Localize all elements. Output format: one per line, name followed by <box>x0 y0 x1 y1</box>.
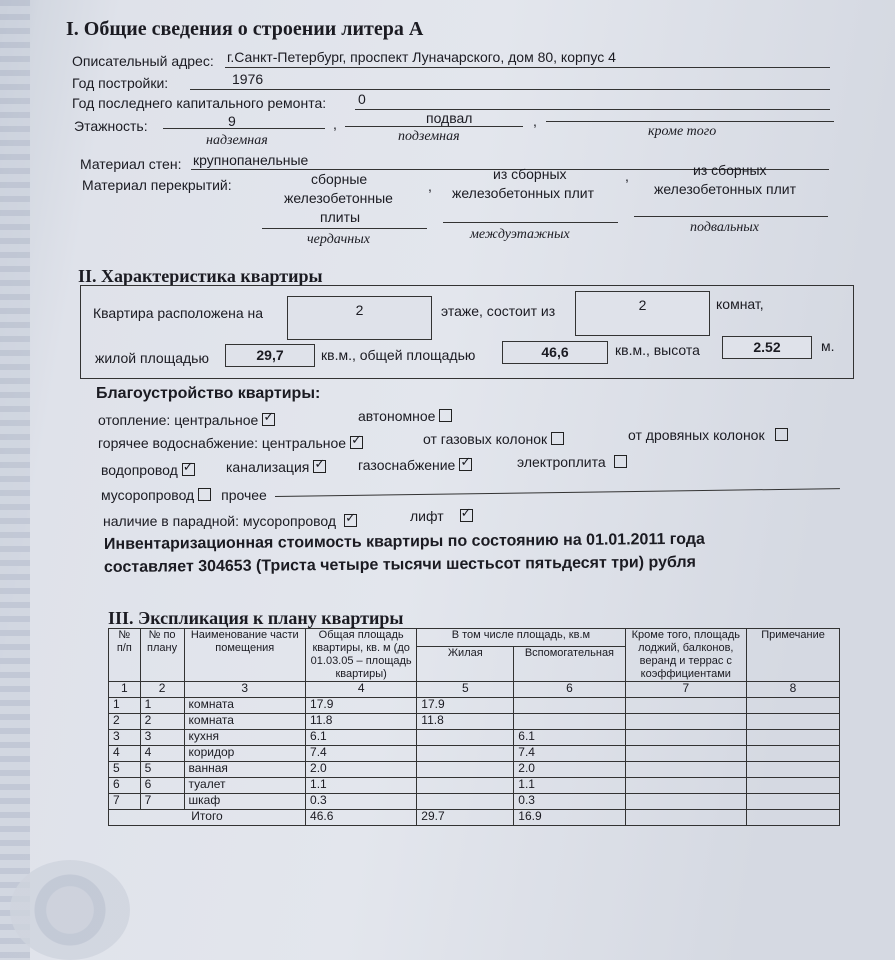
total-value: 46,6 <box>502 341 608 364</box>
security-border <box>0 0 30 960</box>
table-row <box>109 794 840 810</box>
cell-aux: 7.4 <box>514 746 625 762</box>
cell-extra <box>625 698 746 714</box>
repair-value: 0 <box>358 91 366 107</box>
cell-name: коридор <box>184 746 305 762</box>
comma-2: , <box>533 113 537 129</box>
cell-extra <box>625 762 746 778</box>
cell-total: 7.4 <box>306 746 417 762</box>
header-including: В том числе площадь, кв.м <box>417 629 625 647</box>
inventory-line1: Инвентаризационная стоимость квартиры по состоянию на 01.01.2011 года <box>103 530 705 553</box>
cell-plan: 1 <box>140 698 184 714</box>
header-num: № п/п <box>109 629 141 682</box>
sewer-label: канализация <box>226 459 310 475</box>
table-row <box>109 746 840 762</box>
cell-aux: 6.1 <box>514 730 625 746</box>
ceilings-label: Материал перекрытий: <box>82 177 232 193</box>
hw-gas-row <box>423 431 564 447</box>
floors-above-value: 9 <box>228 113 236 129</box>
table-row <box>109 762 840 778</box>
amenities-title: Благоустройство квартиры: <box>96 385 321 402</box>
hw-gas-checkbox[interactable] <box>551 432 564 445</box>
caption-extra: кроме того <box>648 124 717 139</box>
cell-extra <box>625 794 746 810</box>
cell-extra <box>625 746 746 762</box>
address-line <box>225 67 830 68</box>
entrance-row <box>103 513 357 529</box>
col-number: 5 <box>417 682 514 698</box>
ceil-attic-l2: железобетонные <box>284 190 393 206</box>
garbage-label: мусоропровод <box>101 487 195 503</box>
cell-name: кухня <box>184 730 305 746</box>
sewer-row <box>226 459 326 475</box>
hotwater-row <box>98 435 363 451</box>
cell-living: 17.9 <box>417 698 514 714</box>
garbage-checkbox[interactable] <box>198 488 211 501</box>
rooms-label: этаже, состоит из <box>441 303 556 319</box>
cell-extra <box>625 810 746 826</box>
address-label: Описательный адрес: <box>72 53 214 69</box>
ceil-attic-l1: сборные <box>311 171 368 187</box>
cell-living <box>417 730 514 746</box>
caption-mid: междуэтажных <box>470 227 570 242</box>
hw-gas-label: от газовых колонок <box>423 431 548 447</box>
cell-living <box>417 794 514 810</box>
hw-central-checkbox[interactable] <box>350 436 363 449</box>
elevator-checkbox[interactable] <box>460 509 473 522</box>
ceil-mid-l1: из сборных <box>493 166 567 182</box>
cell-name: шкаф <box>184 794 305 810</box>
cell-note <box>747 810 840 826</box>
col-number: 3 <box>184 682 305 698</box>
cell-note <box>747 778 840 794</box>
heating-central-checkbox[interactable] <box>262 413 275 426</box>
total-label: кв.м., общей площадью <box>321 347 476 363</box>
col-number: 4 <box>306 682 417 698</box>
comma-1: , <box>333 116 337 132</box>
header-total: Общая площадь квартиры, кв. м (до 01.03.05 – площадь квартиры) <box>306 629 417 682</box>
water-row <box>101 462 195 478</box>
section3-title: III. Экспликация к плану квартиры <box>108 608 404 628</box>
hw-wood-row <box>628 427 788 443</box>
total-row <box>109 810 840 826</box>
cell-plan: 2 <box>140 714 184 730</box>
cell-num: 1 <box>109 698 141 714</box>
year-line <box>190 89 830 90</box>
section1-title: I. Общие сведения о строении литера А <box>66 18 424 40</box>
cell-plan: 4 <box>140 746 184 762</box>
table-row <box>109 778 840 794</box>
cell-aux: 0.3 <box>514 794 625 810</box>
cell-plan: 7 <box>140 794 184 810</box>
hw-central-label: центральное <box>261 435 347 451</box>
total-total: 46.6 <box>306 810 417 826</box>
header-living: Жилая <box>417 647 514 682</box>
year-value: 1976 <box>232 71 264 87</box>
cell-num: 3 <box>109 730 141 746</box>
total-label: Итого <box>109 810 306 826</box>
cell-extra <box>625 778 746 794</box>
living-label: жилой площадью <box>95 350 209 366</box>
heating-auto-label: автономное <box>358 408 436 424</box>
col-number: 6 <box>514 682 625 698</box>
comma-3: , <box>428 178 432 194</box>
stove-label: электроплита <box>517 454 606 470</box>
cell-total: 0.3 <box>306 794 417 810</box>
cell-plan: 3 <box>140 730 184 746</box>
ceil-base-line <box>634 216 828 217</box>
cell-extra <box>625 730 746 746</box>
cell-name: туалет <box>184 778 305 794</box>
total-aux: 16.9 <box>514 810 625 826</box>
cell-name: комната <box>184 698 305 714</box>
section2-title: II. Характеристика квартиры <box>78 266 323 286</box>
header-extra: Кроме того, площадь лоджий, балконов, веранд и террас с коэффициентами <box>625 629 746 682</box>
table-row <box>109 714 840 730</box>
rooms-unit: комнат, <box>716 296 764 312</box>
water-label: водопровод <box>101 462 178 478</box>
cell-note <box>747 698 840 714</box>
year-label: Год постройки: <box>72 75 169 91</box>
cell-plan: 5 <box>140 762 184 778</box>
living-value: 29,7 <box>225 344 315 367</box>
ceil-base-l1: из сборных <box>693 162 767 178</box>
cell-note <box>747 714 840 730</box>
table-row <box>109 698 840 714</box>
floors-below-value: подвал <box>426 110 473 126</box>
caption-below: подземная <box>398 129 460 144</box>
explication-table <box>108 628 840 826</box>
cell-aux: 1.1 <box>514 778 625 794</box>
caption-above: надземная <box>206 133 268 148</box>
col-number: 8 <box>747 682 840 698</box>
cell-note <box>747 794 840 810</box>
cell-total: 2.0 <box>306 762 417 778</box>
elevator-label: лифт <box>410 508 444 524</box>
cell-name: комната <box>184 714 305 730</box>
header-aux: Вспомогательная <box>514 647 625 682</box>
ceil-mid-line <box>443 222 618 223</box>
seal-watermark <box>10 860 130 960</box>
stove-checkbox[interactable] <box>614 455 627 468</box>
cell-living <box>417 746 514 762</box>
cell-num: 4 <box>109 746 141 762</box>
heating-label: отопление: <box>98 412 171 428</box>
address-value: г.Санкт-Петербург, проспект Луначарского, дом 80, корпус 4 <box>227 49 616 65</box>
other-label: прочее <box>221 487 267 503</box>
heating-central-label: центральное <box>174 412 259 428</box>
cell-name: ванная <box>184 762 305 778</box>
gas-label: газоснабжение <box>358 457 456 473</box>
height-label: кв.м., высота <box>615 342 700 358</box>
hw-wood-label: от дровяных колонок <box>628 427 765 443</box>
cell-aux <box>514 714 625 730</box>
cell-note <box>747 746 840 762</box>
hw-wood-checkbox[interactable] <box>775 428 788 441</box>
repair-label: Год последнего капитального ремонта: <box>72 95 327 111</box>
cell-plan: 6 <box>140 778 184 794</box>
rooms-value: 2 <box>575 291 710 336</box>
inventory-line2: составляет 304653 (Триста четыре тысячи шестьсот пятьдесят три) рубля <box>103 553 697 576</box>
cell-note <box>747 730 840 746</box>
ceil-base-l2: железобетонных плит <box>654 181 797 197</box>
cell-total: 1.1 <box>306 778 417 794</box>
caption-base: подвальных <box>690 220 759 235</box>
cell-num: 6 <box>109 778 141 794</box>
cell-living: 11.8 <box>417 714 514 730</box>
hotwater-label: горячее водоснабжение: <box>98 435 259 451</box>
stove-row <box>517 454 627 470</box>
cell-aux <box>514 698 625 714</box>
floors-below-line <box>345 126 523 127</box>
walls-value: крупнопанельные <box>193 152 309 168</box>
heating-row <box>98 412 275 428</box>
floors-extra-line <box>546 121 834 122</box>
col-number: 1 <box>109 682 141 698</box>
entrance-label: наличие в парадной: <box>103 513 239 529</box>
cell-total: 6.1 <box>306 730 417 746</box>
ceil-attic-l3: плиты <box>320 209 361 225</box>
cell-living <box>417 762 514 778</box>
header-plan: № по плану <box>140 629 184 682</box>
entrance-garbage-label: мусоропровод <box>242 513 337 529</box>
table-row <box>109 730 840 746</box>
cell-num: 2 <box>109 714 141 730</box>
floor-value: 2 <box>287 296 432 340</box>
cell-total: 17.9 <box>306 698 417 714</box>
gas-checkbox[interactable] <box>459 458 472 471</box>
cell-extra <box>625 714 746 730</box>
heating-auto-row <box>358 408 452 424</box>
total-living: 29.7 <box>417 810 514 826</box>
garbage-row <box>101 487 267 503</box>
caption-attic: чердачных <box>307 232 370 247</box>
sewer-checkbox[interactable] <box>313 460 326 473</box>
cell-living <box>417 778 514 794</box>
col-number: 7 <box>625 682 746 698</box>
floors-label: Этажность: <box>74 118 148 134</box>
col-number: 2 <box>140 682 184 698</box>
floors-above-line <box>163 128 325 129</box>
gas-row <box>358 457 472 473</box>
floor-label: Квартира расположена на <box>93 305 264 321</box>
comma-4: , <box>625 168 629 184</box>
cell-note <box>747 762 840 778</box>
entrance-garbage-checkbox[interactable] <box>344 514 357 527</box>
ceil-mid-l2: железобетонных плит <box>452 185 595 201</box>
cell-total: 11.8 <box>306 714 417 730</box>
cell-aux: 2.0 <box>514 762 625 778</box>
height-unit: м. <box>821 338 835 354</box>
cell-num: 5 <box>109 762 141 778</box>
cell-num: 7 <box>109 794 141 810</box>
walls-label: Материал стен: <box>80 156 182 172</box>
ceil-attic-line <box>262 228 427 229</box>
heating-auto-checkbox[interactable] <box>439 409 452 422</box>
header-note: Примечание <box>747 629 840 682</box>
elevator-row <box>410 508 473 524</box>
header-name: Наименование части помещения <box>184 629 305 682</box>
water-checkbox[interactable] <box>182 463 195 476</box>
height-value: 2.52 <box>722 336 812 359</box>
